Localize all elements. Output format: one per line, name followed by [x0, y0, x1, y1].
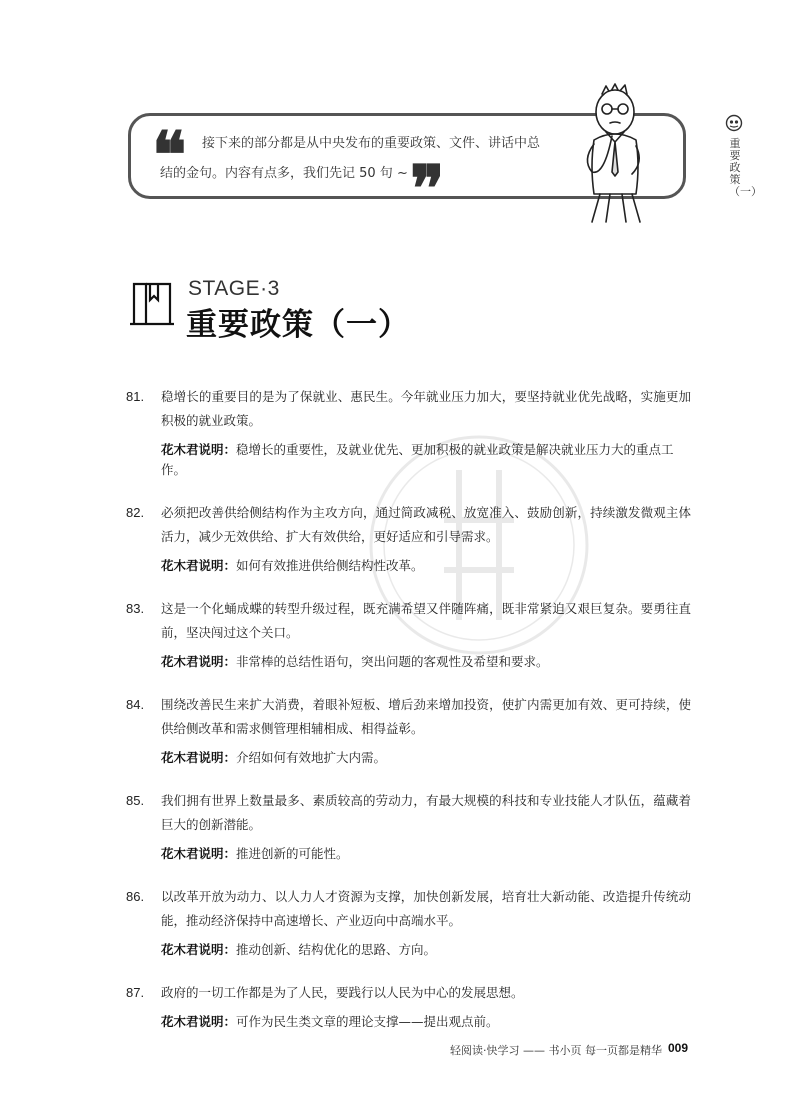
page-number: 009 — [668, 1041, 689, 1055]
entry-number: 81. — [126, 389, 145, 404]
list-item — [126, 789, 691, 864]
note-text: 可作为民生类文章的理论支撑——提出观点前。 — [236, 1014, 499, 1029]
entry-note — [161, 440, 691, 480]
entry-text: 我们拥有世界上数量最多、素质较高的劳动力，有最大规模的科技和专业技能人才队伍，蕴藏着巨大的创新潜能。 — [161, 793, 691, 832]
note-label: 花木君说明： — [161, 846, 237, 861]
list-item — [126, 981, 691, 1032]
list-item — [126, 597, 691, 672]
quote-line-2: 结的金句。内容有点多，我们先记 50 句 ~ — [160, 166, 408, 181]
note-text: 介绍如何有效地扩大内需。 — [236, 750, 387, 765]
quote-open-icon: ❝ — [152, 118, 181, 193]
list-item — [126, 693, 691, 768]
quote-line-1: 接下来的部分都是从中央发布的重要政策、文件、讲话中总 — [202, 136, 541, 151]
entry-note — [161, 556, 691, 576]
entry-note — [161, 844, 691, 864]
note-label: 花木君说明： — [161, 750, 237, 765]
footer-slogan: 轻阅读·快学习 —— 书小页 每一页都是精华 — [450, 1044, 662, 1057]
note-label: 花木君说明： — [161, 1014, 237, 1029]
note-text: 非常棒的总结性语句，突出问题的客观性及希望和要求。 — [236, 654, 549, 669]
entry-note — [161, 1012, 691, 1032]
note-text: 稳增长的重要性，及就业优先、更加积极的就业政策是解决就业压力大的重点工作。 — [161, 442, 674, 477]
entry-text: 政府的一切工作都是为了人民，要践行以人民为中心的发展思想。 — [161, 985, 524, 1000]
list-item — [126, 385, 691, 480]
entry-note — [161, 652, 691, 672]
thinking-man-illustration — [570, 76, 660, 226]
entry-number: 85. — [126, 793, 145, 808]
entry-number: 86. — [126, 889, 145, 904]
note-label: 花木君说明： — [161, 442, 237, 457]
note-text: 如何有效推进供给侧结构性改革。 — [236, 558, 424, 573]
book-icon — [126, 278, 178, 330]
list-item — [126, 501, 691, 576]
side-header-title: 重要政策（一） — [729, 137, 762, 198]
side-header-icon — [725, 114, 743, 132]
entry-note — [161, 748, 691, 768]
entry-text: 必须把改善供给侧结构作为主攻方向，通过简政减税、放宽准入、鼓励创新，持续激发微观主体活力，减少无效供给、扩大有效供给，更好适应和引导需求。 — [161, 505, 691, 544]
entry-text: 以改革开放为动力、以人力人才资源为支撑，加快创新发展，培育壮大新动能、改造提升传统动能，推动经济保持中高速增长、产业迈向中高端水平。 — [161, 889, 691, 928]
note-label: 花木君说明： — [161, 654, 237, 669]
entry-text: 围绕改善民生来扩大消费，着眼补短板、增后劲来增加投资，使扩内需更加有效、更可持续，使供给侧改革和需求侧管理相辅相成、相得益彰。 — [161, 697, 691, 736]
stage-title: 重要政策（一） — [186, 307, 410, 343]
entry-number: 87. — [126, 985, 145, 1000]
intro-quote-text — [160, 129, 555, 189]
list-item — [126, 885, 691, 960]
entry-text: 稳增长的重要目的是为了保就业、惠民生。今年就业压力加大，要坚持就业优先战略，实施更加积极的就业政策。 — [161, 389, 691, 428]
note-label: 花木君说明： — [161, 558, 237, 573]
note-text: 推动创新、结构优化的思路、方向。 — [236, 942, 437, 957]
note-text: 推进创新的可能性。 — [236, 846, 349, 861]
note-label: 花木君说明： — [161, 942, 237, 957]
entry-text: 这是一个化蛹成蝶的转型升级过程，既充满希望又伴随阵痛，既非常紧迫又艰巨复杂。要勇往直前，坚决闯过这个关口。 — [161, 601, 691, 640]
entry-number: 84. — [126, 697, 145, 712]
entry-number: 83. — [126, 601, 145, 616]
stage-label: STAGE·3 — [188, 277, 280, 300]
entry-note — [161, 940, 691, 960]
policy-entries-list — [126, 385, 691, 1053]
quote-close-icon: ❞ — [410, 152, 439, 227]
entry-number: 82. — [126, 505, 145, 520]
